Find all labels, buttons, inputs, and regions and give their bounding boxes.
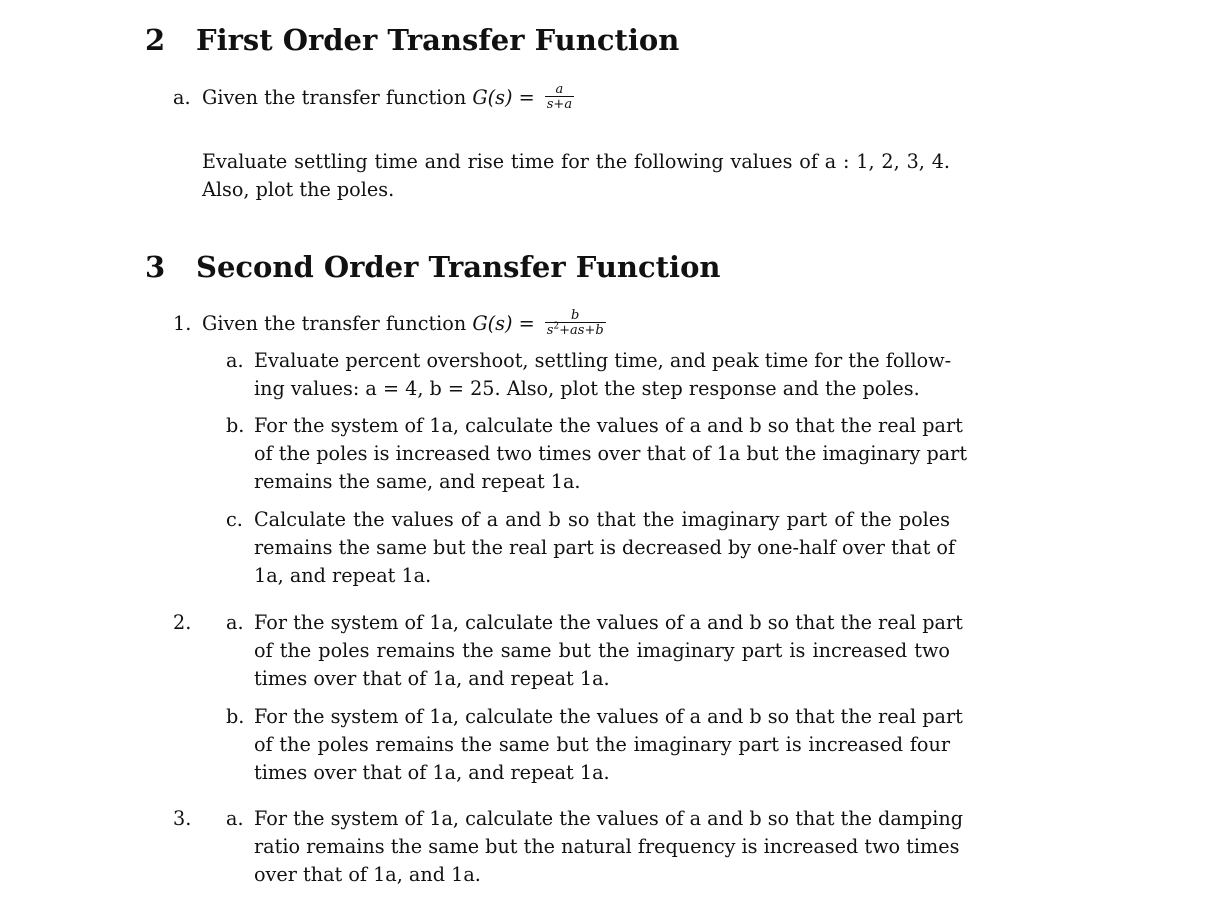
subitem-line: remains the same, and repeat 1a. [254,470,581,493]
subitem-label: b. [226,705,245,728]
subitem-line: 1a, and repeat 1a. [254,564,432,587]
paragraph-line: Also, plot the poles. [202,178,395,201]
transfer-function-fraction [545,309,606,337]
section-2-paragraph [202,148,950,204]
fraction-numerator: b [545,309,606,323]
subitem-label: a. [226,349,244,372]
equals-sign: = [512,86,541,109]
subitem-text [254,347,950,403]
subitem-line: times over that of 1a, and repeat 1a. [254,667,610,690]
equals-sign: = [512,312,541,335]
section-3-heading [145,250,845,284]
item-statement [202,84,574,113]
section-number: 3 [145,250,166,284]
question-3-number: 3. [173,807,192,830]
subitem-text [254,805,964,889]
subitem-line: Evaluate percent overshoot, settling time, and peak time for the follow- [254,349,952,372]
subitem-text [254,609,963,693]
fraction-denominator [545,323,606,337]
subitem-line: For the system of 1a, calculate the values of a and b so that the real part [254,414,963,437]
subitem-text [254,412,968,496]
subitem-label: b. [226,414,245,437]
question-number: 1. [173,312,192,335]
subitem-line: of the poles remains the same but the imaginary part is increased two [254,639,950,662]
subitem-line: For the system of 1a, calculate the values of a and b so that the damping [254,807,964,830]
subitem-line: of the poles remains the same but the imaginary part is increased four [254,733,950,756]
subitem-line: For the system of 1a, calculate the values of a and b so that the real part [254,611,963,634]
subitem-line: ing values: a = 4, b = 25. Also, plot the step response and the poles. [254,377,920,400]
transfer-function-symbol: G(s) [472,312,513,335]
transfer-function-fraction [545,83,574,111]
subitem-line: remains the same but the real part is decreased by one-half over that of [254,536,956,559]
subitem-line: ratio remains the same but the natural frequency is increased two times [254,835,960,858]
statement-text: Given the transfer function [202,312,473,335]
denominator-exponent: 2 [553,321,560,332]
subitem-line: over that of 1a, and 1a. [254,863,481,886]
subitem-line: Calculate the values of a and b so that the imaginary part of the poles [254,508,950,531]
statement-text: Given the transfer function [202,86,473,109]
denominator-s: s [546,323,554,338]
section-2-heading [145,23,845,57]
transfer-function-symbol: G(s) [472,86,513,109]
subitem-label: a. [226,807,244,830]
question-2-number: 2. [173,611,192,634]
section-number: 2 [145,23,166,57]
fraction-numerator: a [545,83,574,97]
subitem-text [254,506,956,590]
subitem-line: times over that of 1a, and repeat 1a. [254,761,610,784]
subitem-line: of the poles is increased two times over that of 1a but the imaginary part [254,442,968,465]
section-title: Second Order Transfer Function [196,250,721,284]
section-title: First Order Transfer Function [196,23,680,57]
question-1 [173,310,973,342]
subitem-text [254,703,963,787]
item-label: a. [173,86,191,109]
section-2-item-a [173,84,973,114]
subitem-label: c. [226,508,243,531]
fraction-denominator: s+a [546,97,573,112]
subitem-label: a. [226,611,244,634]
question-statement [202,310,606,339]
subitem-line: For the system of 1a, calculate the values of a and b so that the real part [254,705,963,728]
paragraph-line: Evaluate settling time and rise time for the following values of a : 1, 2, 3, 4. [202,150,950,173]
denominator-rest: +as+b [559,323,604,338]
